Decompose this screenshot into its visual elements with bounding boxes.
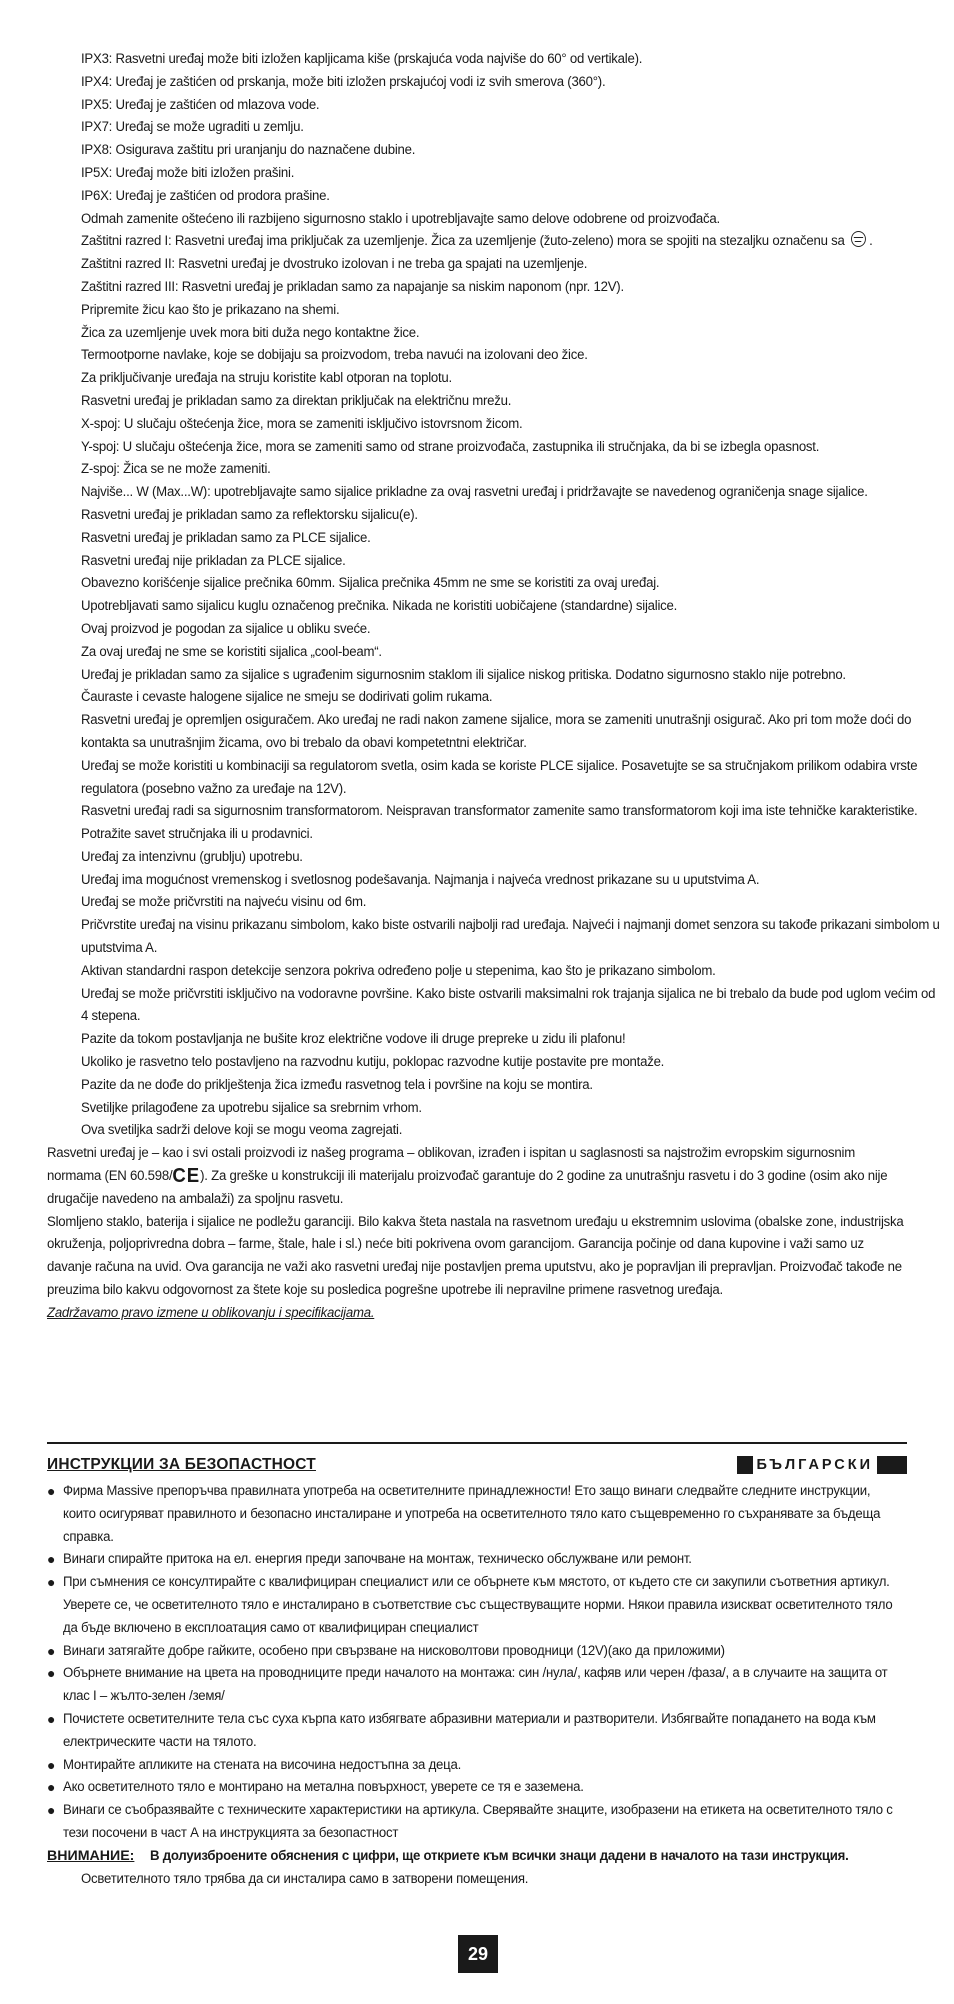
bulgarian-section-header xyxy=(47,1454,907,1480)
list-item xyxy=(47,1640,907,1663)
instruction-line: Uređaj se može pričvrstiti na najveću visinu od 6m. xyxy=(81,894,367,911)
list-item xyxy=(47,1708,907,1754)
bullet-icon: ● xyxy=(47,1642,56,1659)
instruction-line: Rasvetni uređaj je prikladan samo za PLCE sijalice. xyxy=(81,529,371,546)
instruction-line: Pazite da ne dođe do priklještenja žica između rasvetnog tela i površine na koju se montira. xyxy=(81,1076,593,1093)
instruction-line: Svetiljke prilagođene za upotrebu sijalice sa srebrnim vrhom. xyxy=(81,1099,422,1116)
instruction-line: Rasvetni uređaj je opremljen osiguračem. Ako uređaj ne radi nakon zamene sijalice, mora se zameniti unutrašnji osigurač. Ako pri tom može doći do kontakta sa unutrašnjim žicama, ovo bi trebalo da obavi kompetetntni električar. xyxy=(81,712,912,751)
bullet-icon: ● xyxy=(47,1756,56,1773)
warning-block xyxy=(47,1845,907,1868)
instruction-line: Obavezno korišćenje sijalice prečnika 60mm. Sijalica prečnika 45mm ne sme se koristiti za ovaj uređaj. xyxy=(81,575,660,592)
list-item xyxy=(47,1662,907,1708)
list-item xyxy=(47,1776,907,1799)
serbian-indented-block xyxy=(47,48,954,1142)
instruction-line: Zaštitni razred III: Rasvetni uređaj je prikladan samo za napajanje sa niskim naponom (npr. 12V). xyxy=(81,278,624,295)
instruction-line: Čauraste i cevaste halogene sijalice ne smeju se dodirivati golim rukama. xyxy=(81,689,493,706)
instruction-line: Y-spoj: U slučaju oštećenja žice, mora se zameniti samo od strane proizvođača, zastupnika ili stručnjaka, da bi se izbegla opasnost. xyxy=(81,438,820,455)
warning-text: В долуизброените обяснения с цифри, ще откриете към всички знаци дадени в началото на тази инструкция. xyxy=(150,1847,849,1864)
ce-mark-icon: CE xyxy=(172,1165,201,1188)
list-item-text: При съмнения се консултирайте с квалифициран специалист или се обърнете към мястото, от където сте си закупили съответния артикул. Уверете се, че осветителното тяло е инсталирано в съответствие със съществуващите норми. Някои правила изискват осветителното тяло да бъде включено в експлоатация само от квалифициран специалист xyxy=(63,1574,893,1636)
instruction-line: Uređaj je prikladan samo za sijalice s ugrađenim sigurnosnim staklom ili sijalice niskog pritiska. Dodatno sigurnosno staklo nije potrebno. xyxy=(81,666,846,683)
instruction-line: Najviše... W (Max...W): upotrebljavajte samo sijalice prikladne za ovaj rasvetni uređaj i pridržavajte se navedenog ograničenja snage sijalice. xyxy=(81,484,868,501)
ground-symbol-icon xyxy=(851,231,866,247)
reserve-rights-note: Zadržavamo pravo izmene u oblikovanju i specifikacijama. xyxy=(47,1304,375,1321)
instruction-line: Pričvrstite uređaj na visinu prikazanu simbolom, kako biste ostvarili najbolji rad uređaja. Najveći i najmanji domet senzora su takođe prikazani simbolom u uputstvima A. xyxy=(81,917,940,957)
instruction-line: Rasvetni uređaj je prikladan samo za reflektorsku sijalicu(e). xyxy=(81,506,418,523)
instruction-line: Ovaj proizvod je pogodan za sijalice u obliku sveće. xyxy=(81,620,371,637)
instruction-line: Zaštitni razred II: Rasvetni uređaj je dvostruko izolovan i ne treba ga spajati na uzemljenje. xyxy=(81,256,588,273)
instruction-line: Aktivan standardni raspon detekcije senzora pokriva određeno polje u stepenima, kao što je prikazano simbolom. xyxy=(81,962,716,979)
instruction-line: Uređaj se može koristiti u kombinaciji sa regulatorom svetla, osim kada se koriste PLCE sijalice. Posavetujte se sa stručnjakom prilikom odabira vrste regulatora (posebno važno za uređaje na 12V). xyxy=(81,757,918,797)
list-item-text: Монтирайте апликите на стената на височина недостъпна за деца. xyxy=(63,1756,462,1773)
warranty-exclusions-paragraph: Slomljeno staklo, baterija i sijalice ne podležu garanciji. Bilo kakva šteta nastala na rasvetnom uređaju u ekstremnim uslovima (obalske zone, industrijska okruženja, poljoprivredna dobra – farme, štale, hale i sl.) neće biti pokrivena ovom garancijom. Garancija počinje od dana kupovine i važi samo uz davanje računa na uvid. Ova garancija ne važi ako rasvetni uređaj nije postavljen prema uputstvu, ako je popravljan ili prepravljan. Proizvođač takođe ne preuzima bilo kakvu odgovornost za štete koje su posledica pogrešne upotrebe ili nepravilne primene rasvetnog uređaja. xyxy=(47,1213,904,1299)
instruction-line: Ukoliko je rasvetno telo postavljeno na razvodnu kutiju, poklopac razvodne kutije postavite pre montaže. xyxy=(81,1054,665,1071)
bulgarian-section xyxy=(47,1480,907,1890)
instruction-line: Ova svetiljka sadrži delove koji se mogu veoma zagrejati. xyxy=(81,1122,403,1139)
section-divider xyxy=(47,1442,907,1444)
ipx5-line: IPX5: Uređaj je zaštićen od mlazova vode. xyxy=(81,96,320,113)
bullet-icon: ● xyxy=(47,1483,56,1499)
list-item-text: Почистете осветителните тела със суха кърпа като избягвате абразивни материали и разтворители. Избягвайте попадането на вода към електрическите части на тялото. xyxy=(63,1710,876,1750)
list-item-text: Обърнете внимание на цвета на проводниците преди началото на монтажа: син /нула/, кафяв или черен /фаза/, а в случаите на защита от клас I – жълто-зелен /земя/ xyxy=(63,1665,888,1705)
bullet-icon: ● xyxy=(47,1574,56,1591)
list-item xyxy=(47,1480,907,1548)
bullet-icon: ● xyxy=(47,1802,56,1819)
list-item xyxy=(47,1548,907,1571)
ip6x-line: IP6X: Uređaj je zaštićen od prodora prašine. xyxy=(81,187,330,204)
list-item xyxy=(47,1799,907,1845)
ipx4-line: IPX4: Uređaj je zaštićen od prskanja, može biti izložen prskajućoj vodi iz svih smerova (360°). xyxy=(81,73,606,90)
class1-text: Zaštitni razred I: Rasvetni uređaj ima priključak za uzemljenje. Žica za uzemljenje (žuto-zeleno) mora se spojiti na stezaljku označenu sa xyxy=(81,233,845,250)
instruction-line: Uređaj ima mogućnost vremenskog i svetlosnog podešavanja. Najmanja i najveća vrednost prikazane su u uputstvima A. xyxy=(81,871,760,888)
warranty-text-1: Rasvetni uređaj je – kao i svi ostali proizvodi iz našeg programa – oblikovan, izrađen i ispitan u saglasnosti sa najstrožim evropskim sigurnosnim normama (EN 60.598/ xyxy=(47,1145,855,1185)
warning-label: ВНИМАНИЕ: xyxy=(47,1847,135,1864)
warranty-paragraph xyxy=(47,1142,907,1210)
language-bar-left xyxy=(737,1456,753,1474)
ipx8-line: IPX8: Osigurava zaštitu pri uranjanju do naznačene dubine. xyxy=(81,142,416,159)
page-number: 29 xyxy=(458,1935,498,1973)
language-label: БЪЛГАРСКИ xyxy=(756,1457,873,1473)
instruction-line: Pripremite žicu kao što je prikazano na shemi. xyxy=(81,301,340,318)
instruction-line: Rasvetni uređaj radi sa sigurnosnim transformatorom. Neispravan transformator zamenite samo transformatorom koji ima iste tehničke karakteristike. Potražite savet stručnjaka ili u prodavnici. xyxy=(81,803,918,843)
ip5x-line: IP5X: Uređaj može biti izložen prašini. xyxy=(81,164,295,181)
indoor-note: Осветителното тяло трябва да си инсталира само в затворени помещения. xyxy=(81,1870,529,1887)
instruction-line: Upotrebljavati samo sijalicu kuglu označenog prečnika. Nikada ne koristiti uobičajene (standardne) sijalice. xyxy=(81,598,678,615)
list-item-text: Винаги затягайте добре гайките, особено при свързване на нисковолтови проводници (12V)(ако да приложими) xyxy=(63,1642,725,1659)
list-item-text: Винаги се съобразявайте с техническите характеристики на артикула. Сверявайте знаците, изобразени на етикета на осветителното тяло с тези посочени в част А на инструкцията за безопастност xyxy=(63,1802,893,1841)
instruction-line: Uređaj za intenzivnu (grublju) upotrebu. xyxy=(81,848,303,865)
instruction-line: X-spoj: U slučaju oštećenja žice, mora se zameniti isključivo istovrsnom žicom. xyxy=(81,415,523,432)
bullet-icon: ● xyxy=(47,1710,56,1727)
class1-line: Zaštitni razred I: Rasvetni uređaj ima priključak za uzemljenje. Žica za uzemljenje (žuto-zeleno) mora se spojiti na stezaljku označenu sa . xyxy=(81,233,873,250)
instruction-line: Žica za uzemljenje uvek mora biti duža nego kontaktne žice. xyxy=(81,324,420,341)
serbian-section xyxy=(47,48,940,1325)
instruction-line: Z-spoj: Žica se ne može zameniti. xyxy=(81,461,271,478)
list-item-text: Винаги спирайте притока на ел. енергия преди започване на монтаж, техническо обслужване или ремонт. xyxy=(63,1551,692,1568)
warranty-text-2: ). Za greške u konstrukciji ili materijalu proizvođač garantuje do 2 godine za unutrašnju rasvetu i do 3 godine (osim ako nije drugačije navedeno na ambalaži) za spoljnu rasvetu. xyxy=(47,1168,888,1207)
instruction-line: Za priključivanje uređaja na struju koristite kabl otporan na toplotu. xyxy=(81,370,452,387)
language-bar-right xyxy=(877,1456,907,1474)
instruction-line: Uređaj se može pričvrstiti isključivo na vodoravne površine. Kako biste ostvarili maksimalni rok trajanja sijalica ne bi trebalo da bude pod uglom većim od 4 stepena. xyxy=(81,985,936,1025)
glass-line: Odmah zamenite oštećeno ili razbijeno sigurnosno staklo i upotrebljavajte samo delove odobrene od proizvođača. xyxy=(81,210,720,227)
list-item-text: Ако осветителното тяло е монтирано на метална повърхност, уверете се тя е заземена. xyxy=(63,1779,584,1796)
bullet-icon: ● xyxy=(47,1551,56,1568)
indoor-note-block xyxy=(47,1868,954,1891)
section-title: ИНСТРУКЦИИ ЗА БЕЗОПАСТНОСТ xyxy=(47,1456,316,1473)
list-item xyxy=(47,1754,907,1777)
ipx3-line: IPX3: Rasvetni uređaj može biti izložen kapljicama kiše (prskajuća voda najviše do 60° od vertikale). xyxy=(81,51,643,67)
instruction-line: Termootporne navlake, koje se dobijaju sa proizvodom, treba navući na izolovani deo žice. xyxy=(81,347,588,364)
instruction-line: Rasvetni uređaj je prikladan samo za direktan priključak na električnu mrežu. xyxy=(81,392,512,409)
instruction-line: Rasvetni uređaj nije prikladan za PLCE sijalice. xyxy=(81,552,346,569)
instruction-line: Pazite da tokom postavljanja ne bušite kroz električne vodove ili druge prepreke u zidu ili plafonu! xyxy=(81,1031,626,1048)
bullet-icon: ● xyxy=(47,1665,56,1682)
list-item-text: Фирма Massive препоръчва правилната употреба на осветителните принадлежности! Ето защо винаги следвайте следните инструкции, които осигуряват правилното и безопасно инсталиране и употреба на осветителното тяло като същевременно го съхранявате за бъдеща справка. xyxy=(63,1483,881,1545)
language-badge xyxy=(737,1456,908,1474)
ipx7-line: IPX7: Uređaj se može ugraditi u zemlju. xyxy=(81,119,304,136)
instruction-line: Za ovaj uređaj ne sme se koristiti sijalica „cool-beam“. xyxy=(81,643,382,660)
bullet-icon: ● xyxy=(47,1779,56,1796)
list-item xyxy=(47,1571,907,1639)
